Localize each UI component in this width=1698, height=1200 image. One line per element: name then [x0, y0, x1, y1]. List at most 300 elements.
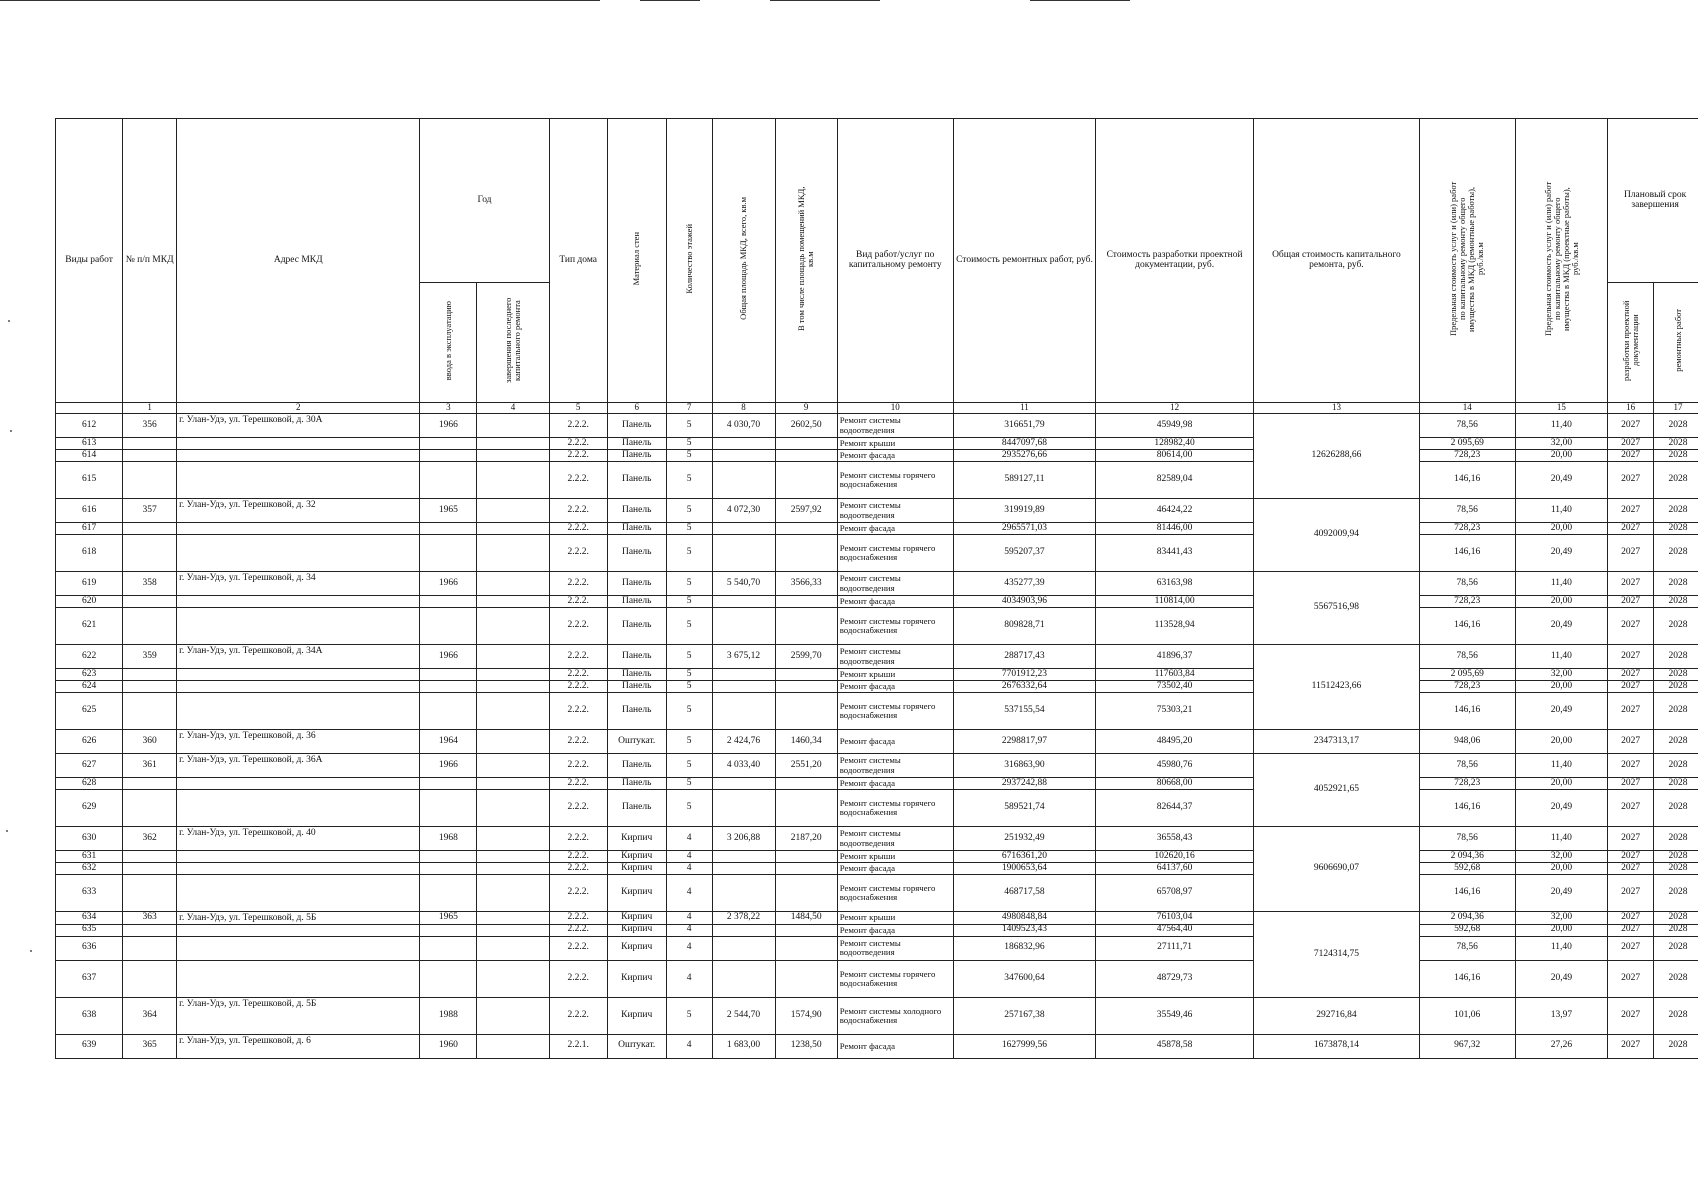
address: [177, 608, 420, 645]
repair-cost: 589521,74: [953, 790, 1096, 827]
repair-cost: 595207,37: [953, 535, 1096, 572]
limit-repair: 78,56: [1419, 414, 1515, 438]
year-last-repair: [477, 450, 549, 462]
planned-repair-year: 2028: [1653, 535, 1698, 572]
floors: 4: [666, 1034, 712, 1058]
year-last-repair: [477, 827, 549, 851]
limit-design: 20,49: [1515, 875, 1608, 912]
planned-design-year: 2027: [1608, 535, 1654, 572]
planned-design-year: 2027: [1608, 912, 1654, 925]
design-cost: 110814,00: [1096, 596, 1254, 608]
service: Ремонт фасада: [837, 523, 953, 535]
table-row: [56, 693, 1698, 730]
year-commission: [420, 462, 477, 499]
limit-design: 32,00: [1515, 669, 1608, 681]
wall-material: Кирпич: [607, 863, 666, 875]
floors: 5: [666, 414, 712, 438]
planned-design-year: 2027: [1608, 608, 1654, 645]
header-year-commission-text: ввода в эксплуатацию: [442, 300, 453, 381]
total-area: 4 033,40: [712, 754, 775, 778]
table-row: [56, 572, 1698, 596]
column-number-row: [56, 403, 1698, 414]
wall-material: Кирпич: [607, 912, 666, 925]
house-number: 357: [123, 499, 177, 523]
limit-design: 20,00: [1515, 778, 1608, 790]
repair-cost: 7701912,23: [953, 669, 1096, 681]
house-type: 2.2.2.: [549, 681, 607, 693]
wall-material: Панель: [607, 414, 666, 438]
year-commission: 1966: [420, 754, 477, 778]
wall-material: Кирпич: [607, 827, 666, 851]
planned-design-year: 2027: [1608, 523, 1654, 535]
house-number: [123, 669, 177, 681]
design-cost: 128982,40: [1096, 438, 1254, 450]
address: [177, 535, 420, 572]
premises-area: [775, 438, 837, 450]
limit-design: 11,40: [1515, 645, 1608, 669]
header-wall-material-text: Материал стен: [631, 231, 642, 286]
house-number: [123, 693, 177, 730]
planned-repair-year: 2028: [1653, 450, 1698, 462]
limit-design: 32,00: [1515, 912, 1608, 925]
planned-design-year: 2027: [1608, 596, 1654, 608]
planned-repair-year: 2028: [1653, 523, 1698, 535]
address: [177, 450, 420, 462]
scan-speck: [30, 950, 32, 952]
scan-line: [770, 0, 880, 1]
premises-area: 2597,92: [775, 499, 837, 523]
design-cost: 63163,98: [1096, 572, 1254, 596]
total-cost: 4052921,65: [1253, 754, 1419, 827]
house-number: [123, 875, 177, 912]
total-area: [712, 960, 775, 997]
house-type: 2.2.2.: [549, 924, 607, 936]
total-area: [712, 875, 775, 912]
house-number: [123, 681, 177, 693]
header-planned-design-text: разработки проектной документации: [1620, 300, 1640, 381]
design-cost: 48729,73: [1096, 960, 1254, 997]
premises-area: 1460,34: [775, 730, 837, 754]
service: Ремонт системы горячего водоснабжения: [837, 875, 953, 912]
house-number: [123, 535, 177, 572]
wall-material: Панель: [607, 754, 666, 778]
repair-cost: 251932,49: [953, 827, 1096, 851]
house-type: 2.2.2.: [549, 912, 607, 925]
year-last-repair: [477, 754, 549, 778]
service: Ремонт системы холодного водоснабжения: [837, 997, 953, 1034]
total-area: [712, 681, 775, 693]
house-type: 2.2.2.: [549, 693, 607, 730]
planned-design-year: 2027: [1608, 827, 1654, 851]
header-address: Адрес МКД: [177, 119, 420, 403]
year-last-repair: [477, 535, 549, 572]
work-id: 631: [56, 851, 123, 863]
premises-area: [775, 462, 837, 499]
total-area: [712, 924, 775, 936]
total-area: 4 030,70: [712, 414, 775, 438]
year-commission: 1964: [420, 730, 477, 754]
total-area: [712, 863, 775, 875]
planned-repair-year: 2028: [1653, 572, 1698, 596]
planned-repair-year: 2028: [1653, 1034, 1698, 1058]
address: г. Улан-Удэ, ул. Терешковой, д. 6: [177, 1034, 420, 1058]
table-row: [56, 863, 1698, 875]
design-cost: 65708,97: [1096, 875, 1254, 912]
service: Ремонт фасада: [837, 924, 953, 936]
premises-area: 1484,50: [775, 912, 837, 925]
year-last-repair: [477, 596, 549, 608]
header-floors: [666, 119, 712, 403]
premises-area: [775, 960, 837, 997]
table-header: [56, 119, 1698, 403]
header-premises-area-text: В том числе площадь помещений МКД, кв.м: [796, 186, 816, 331]
premises-area: 2599,70: [775, 645, 837, 669]
column-number: 11: [953, 403, 1096, 414]
work-id: 629: [56, 790, 123, 827]
year-last-repair: [477, 681, 549, 693]
premises-area: [775, 523, 837, 535]
year-commission: [420, 535, 477, 572]
limit-design: 20,49: [1515, 462, 1608, 499]
planned-repair-year: 2028: [1653, 754, 1698, 778]
table-row: [56, 523, 1698, 535]
header-year: Год: [420, 119, 549, 283]
wall-material: Панель: [607, 450, 666, 462]
planned-repair-year: 2028: [1653, 912, 1698, 925]
house-number: 356: [123, 414, 177, 438]
repair-cost: 2965571,03: [953, 523, 1096, 535]
design-cost: 83441,43: [1096, 535, 1254, 572]
table-row: [56, 827, 1698, 851]
table-row: [56, 875, 1698, 912]
planned-design-year: 2027: [1608, 851, 1654, 863]
table-row: [56, 924, 1698, 936]
limit-repair: 728,23: [1419, 681, 1515, 693]
limit-repair: 592,68: [1419, 924, 1515, 936]
design-cost: 46424,22: [1096, 499, 1254, 523]
table-row: [56, 645, 1698, 669]
work-id: 625: [56, 693, 123, 730]
header-house-type: Тип дома: [549, 119, 607, 403]
service: Ремонт фасада: [837, 681, 953, 693]
year-commission: [420, 960, 477, 997]
house-number: 362: [123, 827, 177, 851]
header-number: № п/п МКД: [123, 119, 177, 403]
column-number: 14: [1419, 403, 1515, 414]
service: Ремонт крыши: [837, 438, 953, 450]
wall-material: Панель: [607, 523, 666, 535]
work-id: 613: [56, 438, 123, 450]
limit-design: 11,40: [1515, 936, 1608, 960]
table-row: [56, 936, 1698, 960]
year-commission: 1965: [420, 499, 477, 523]
work-id: 622: [56, 645, 123, 669]
year-commission: 1966: [420, 572, 477, 596]
floors: 5: [666, 790, 712, 827]
year-last-repair: [477, 438, 549, 450]
premises-area: [775, 681, 837, 693]
planned-repair-year: 2028: [1653, 414, 1698, 438]
scan-speck: [10, 430, 12, 432]
column-number: 9: [775, 403, 837, 414]
floors: 5: [666, 645, 712, 669]
repair-cost: 316863,90: [953, 754, 1096, 778]
design-cost: 80668,00: [1096, 778, 1254, 790]
planned-design-year: 2027: [1608, 730, 1654, 754]
house-number: [123, 450, 177, 462]
repair-cost: 537155,54: [953, 693, 1096, 730]
wall-material: Панель: [607, 645, 666, 669]
planned-repair-year: 2028: [1653, 997, 1698, 1034]
limit-design: 20,49: [1515, 535, 1608, 572]
wall-material: Панель: [607, 693, 666, 730]
wall-material: Оштукат.: [607, 730, 666, 754]
limit-design: 32,00: [1515, 851, 1608, 863]
repair-cost: 4980848,84: [953, 912, 1096, 925]
total-area: [712, 778, 775, 790]
planned-repair-year: 2028: [1653, 778, 1698, 790]
premises-area: [775, 875, 837, 912]
header-year-last-repair-text: завершения последнего капитального ремонта: [503, 297, 523, 384]
floors: 4: [666, 924, 712, 936]
table-row: [56, 754, 1698, 778]
premises-area: 1238,50: [775, 1034, 837, 1058]
limit-repair: 146,16: [1419, 535, 1515, 572]
floors: 5: [666, 693, 712, 730]
floors: 4: [666, 960, 712, 997]
year-commission: [420, 438, 477, 450]
planned-repair-year: 2028: [1653, 608, 1698, 645]
premises-area: 1574,90: [775, 997, 837, 1034]
floors: 5: [666, 596, 712, 608]
house-type: 2.2.2.: [549, 960, 607, 997]
work-id: 627: [56, 754, 123, 778]
limit-design: 20,00: [1515, 596, 1608, 608]
header-design-cost: Стоимость разработки проектной документации, руб.: [1096, 119, 1254, 403]
work-id: 620: [56, 596, 123, 608]
limit-repair: 146,16: [1419, 462, 1515, 499]
service: Ремонт крыши: [837, 912, 953, 925]
year-last-repair: [477, 608, 549, 645]
year-last-repair: [477, 572, 549, 596]
address: [177, 681, 420, 693]
design-cost: 47564,40: [1096, 924, 1254, 936]
year-last-repair: [477, 863, 549, 875]
planned-design-year: 2027: [1608, 572, 1654, 596]
total-cost: 1673878,14: [1253, 1034, 1419, 1058]
header-limit-design: [1515, 119, 1608, 403]
limit-design: 32,00: [1515, 438, 1608, 450]
premises-area: [775, 936, 837, 960]
house-type: 2.2.2.: [549, 414, 607, 438]
house-number: [123, 960, 177, 997]
year-commission: [420, 596, 477, 608]
house-type: 2.2.2.: [549, 790, 607, 827]
column-number: 13: [1253, 403, 1419, 414]
floors: 5: [666, 997, 712, 1034]
column-number: 17: [1653, 403, 1698, 414]
column-number: 2: [177, 403, 420, 414]
work-id: 615: [56, 462, 123, 499]
wall-material: Панель: [607, 778, 666, 790]
year-last-repair: [477, 912, 549, 925]
work-id: 634: [56, 912, 123, 925]
table-row: [56, 535, 1698, 572]
house-type: 2.2.2.: [549, 523, 607, 535]
table-row: [56, 912, 1698, 925]
address: [177, 790, 420, 827]
limit-design: 20,49: [1515, 693, 1608, 730]
house-number: 358: [123, 572, 177, 596]
house-number: 360: [123, 730, 177, 754]
repair-cost: 1900653,64: [953, 863, 1096, 875]
address: [177, 960, 420, 997]
year-last-repair: [477, 960, 549, 997]
total-cost: 292716,84: [1253, 997, 1419, 1034]
service: Ремонт системы водоотведения: [837, 754, 953, 778]
wall-material: Панель: [607, 499, 666, 523]
year-last-repair: [477, 997, 549, 1034]
service: Ремонт системы горячего водоснабжения: [837, 535, 953, 572]
year-last-repair: [477, 462, 549, 499]
address: [177, 669, 420, 681]
address: [177, 462, 420, 499]
work-id: 618: [56, 535, 123, 572]
total-area: [712, 669, 775, 681]
repair-cost: 1409523,43: [953, 924, 1096, 936]
house-type: 2.2.2.: [549, 438, 607, 450]
design-cost: 81446,00: [1096, 523, 1254, 535]
year-last-repair: [477, 778, 549, 790]
floors: 4: [666, 851, 712, 863]
limit-design: 20,49: [1515, 960, 1608, 997]
work-id: 639: [56, 1034, 123, 1058]
limit-repair: 948,06: [1419, 730, 1515, 754]
work-id: 617: [56, 523, 123, 535]
work-id: 632: [56, 863, 123, 875]
repair-cost: 6716361,20: [953, 851, 1096, 863]
limit-design: 20,00: [1515, 924, 1608, 936]
wall-material: Панель: [607, 535, 666, 572]
year-commission: [420, 851, 477, 863]
planned-repair-year: 2028: [1653, 462, 1698, 499]
header-repair-cost: Стоимость ремонтных работ, руб.: [953, 119, 1096, 403]
planned-design-year: 2027: [1608, 681, 1654, 693]
planned-design-year: 2027: [1608, 790, 1654, 827]
year-last-repair: [477, 924, 549, 936]
address: г. Улан-Удэ, ул. Терешковой, д. 5Б: [177, 912, 420, 925]
repair-cost: 2935276,66: [953, 450, 1096, 462]
limit-repair: 101,06: [1419, 997, 1515, 1034]
house-type: 2.2.2.: [549, 730, 607, 754]
address: [177, 693, 420, 730]
year-commission: 1968: [420, 827, 477, 851]
limit-repair: 78,56: [1419, 499, 1515, 523]
header-planned-repair-text: ремонтных работ: [1672, 309, 1683, 372]
column-number: [56, 403, 123, 414]
total-area: 3 675,12: [712, 645, 775, 669]
wall-material: Панель: [607, 681, 666, 693]
column-number: 3: [420, 403, 477, 414]
house-number: [123, 523, 177, 535]
wall-material: Кирпич: [607, 851, 666, 863]
total-cost: 12626288,66: [1253, 414, 1419, 499]
floors: 5: [666, 535, 712, 572]
limit-repair: 146,16: [1419, 875, 1515, 912]
repair-cost: 8447097,68: [953, 438, 1096, 450]
design-cost: 117603,84: [1096, 669, 1254, 681]
total-area: 1 683,00: [712, 1034, 775, 1058]
year-commission: [420, 875, 477, 912]
year-commission: [420, 523, 477, 535]
address: г. Улан-Удэ, ул. Терешковой, д. 36А: [177, 754, 420, 778]
premises-area: [775, 596, 837, 608]
house-number: 364: [123, 997, 177, 1034]
house-type: 2.2.2.: [549, 778, 607, 790]
year-commission: 1966: [420, 414, 477, 438]
house-number: [123, 438, 177, 450]
floors: 5: [666, 754, 712, 778]
column-number: 5: [549, 403, 607, 414]
design-cost: 76103,04: [1096, 912, 1254, 925]
house-type: 2.2.2.: [549, 645, 607, 669]
repair-cost: 347600,64: [953, 960, 1096, 997]
table-row: [56, 608, 1698, 645]
total-area: [712, 535, 775, 572]
service: Ремонт фасада: [837, 596, 953, 608]
house-type: 2.2.1.: [549, 1034, 607, 1058]
service: Ремонт системы горячего водоснабжения: [837, 693, 953, 730]
year-last-repair: [477, 790, 549, 827]
premises-area: 2551,20: [775, 754, 837, 778]
scan-speck: [8, 320, 10, 322]
premises-area: 3566,33: [775, 572, 837, 596]
floors: 5: [666, 438, 712, 450]
total-cost: 5567516,98: [1253, 572, 1419, 645]
house-type: 2.2.2.: [549, 596, 607, 608]
house-type: 2.2.2.: [549, 608, 607, 645]
limit-design: 20,49: [1515, 608, 1608, 645]
premises-area: [775, 535, 837, 572]
planned-design-year: 2027: [1608, 645, 1654, 669]
premises-area: [775, 924, 837, 936]
work-id: 636: [56, 936, 123, 960]
header-year-commission: [420, 283, 477, 403]
column-number: 1: [123, 403, 177, 414]
premises-area: [775, 450, 837, 462]
design-cost: 113528,94: [1096, 608, 1254, 645]
house-type: 2.2.2.: [549, 535, 607, 572]
scan-line: [640, 0, 700, 1]
planned-repair-year: 2028: [1653, 790, 1698, 827]
total-area: [712, 608, 775, 645]
address: [177, 778, 420, 790]
floors: 5: [666, 681, 712, 693]
design-cost: 75303,21: [1096, 693, 1254, 730]
header-year-last-repair: [477, 283, 549, 403]
work-id: 638: [56, 997, 123, 1034]
total-cost: 4092009,94: [1253, 499, 1419, 572]
service: Ремонт фасада: [837, 778, 953, 790]
design-cost: 82589,04: [1096, 462, 1254, 499]
year-last-repair: [477, 693, 549, 730]
column-number: 8: [712, 403, 775, 414]
limit-repair: 146,16: [1419, 608, 1515, 645]
table-row: [56, 960, 1698, 997]
total-area: [712, 596, 775, 608]
table-row: [56, 450, 1698, 462]
limit-design: 13,97: [1515, 997, 1608, 1034]
